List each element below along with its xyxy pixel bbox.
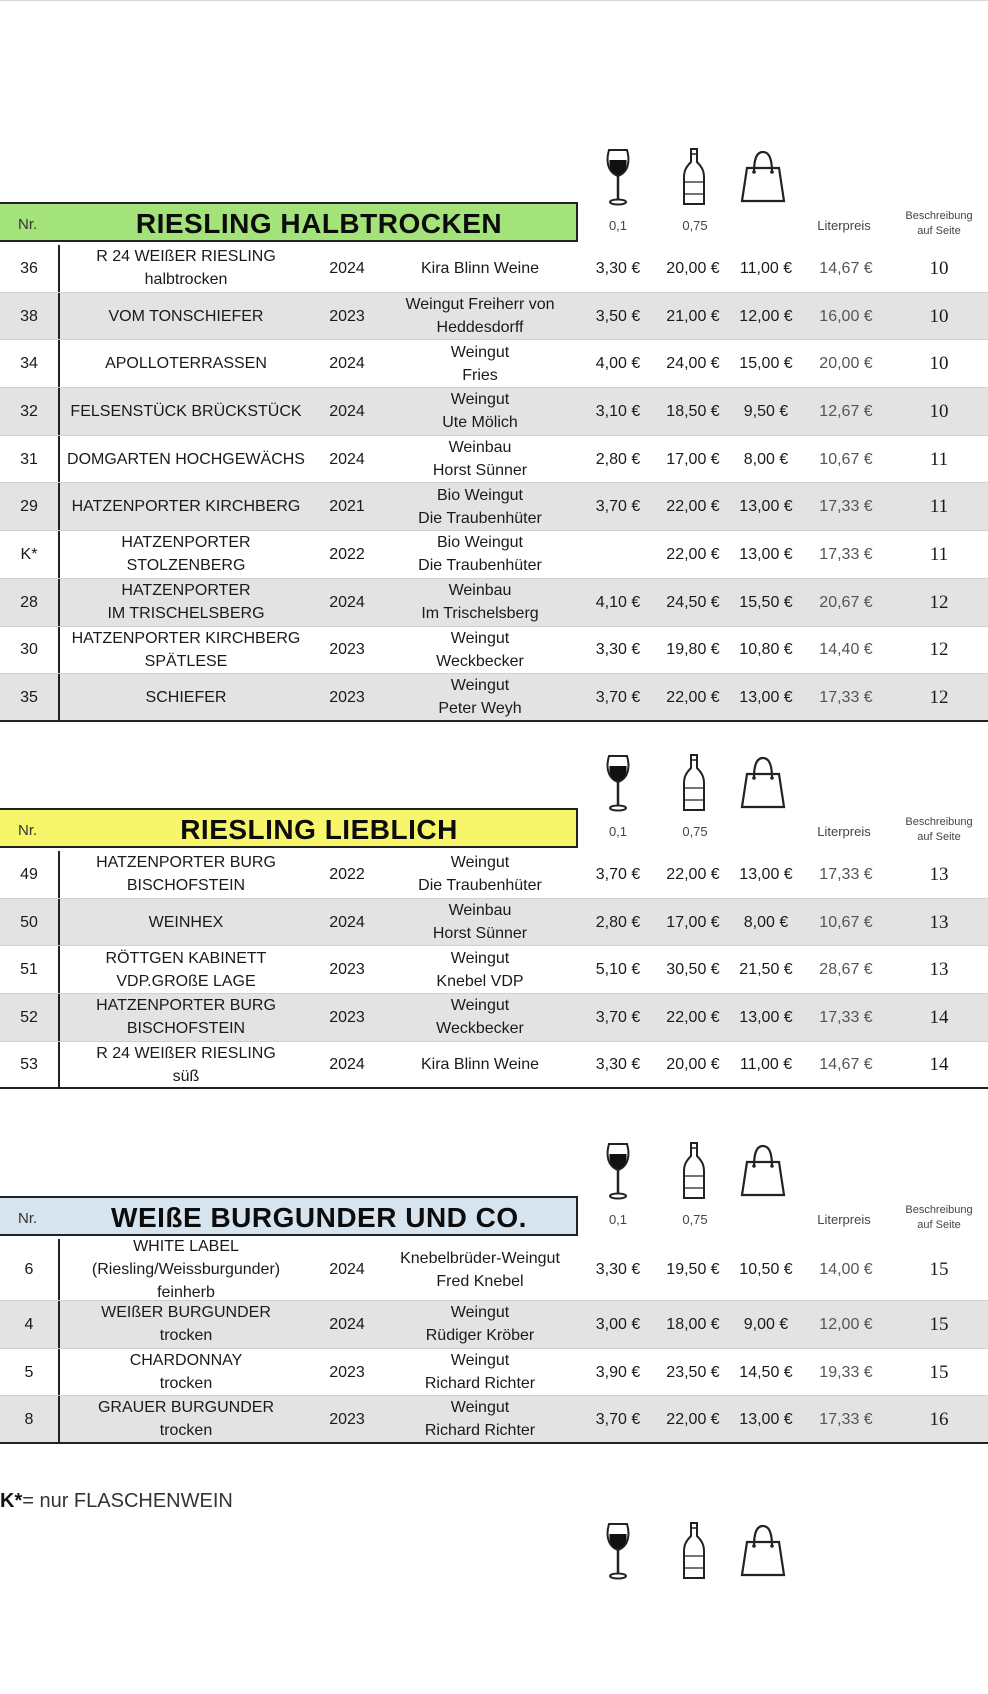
table-row bbox=[0, 245, 988, 293]
column-header-glass: 0,1 bbox=[608, 824, 628, 839]
price-per-liter: 14,67 € bbox=[819, 259, 873, 277]
row-number: 36 bbox=[0, 245, 60, 292]
table-row bbox=[0, 340, 988, 388]
price-glass: 3,30 € bbox=[595, 1261, 641, 1278]
table-row bbox=[0, 851, 988, 899]
header-band bbox=[0, 202, 578, 242]
price-per-liter: 17,33 € bbox=[819, 865, 873, 883]
table-row bbox=[0, 388, 988, 436]
vintage: 2024 bbox=[329, 913, 365, 931]
winery: Weingut Ute Mölich bbox=[442, 391, 518, 432]
winery: Weingut Die Traubenhüter bbox=[418, 854, 542, 895]
vintage: 2021 bbox=[329, 498, 365, 516]
price-per-liter: 12,00 € bbox=[819, 1315, 873, 1333]
winery: Weingut Richard Richter bbox=[424, 1399, 536, 1440]
table-row bbox=[0, 627, 988, 675]
winery: Weingut Weckbecker bbox=[436, 629, 524, 670]
section-title: RIESLING LIEBLICH bbox=[180, 814, 458, 845]
footnote bbox=[0, 1490, 233, 1513]
wine-name: GRAUER BURGUNDER trocken bbox=[97, 1399, 274, 1440]
description-page: 10 bbox=[929, 353, 949, 375]
row-number: 49 bbox=[0, 851, 60, 898]
price-takeaway: 21,50 € bbox=[739, 961, 793, 979]
price-takeaway: 14,50 € bbox=[739, 1363, 793, 1381]
price-bottle: 18,50 € bbox=[666, 402, 720, 420]
icon-row bbox=[0, 752, 988, 816]
table-row bbox=[0, 483, 988, 531]
vintage: 2023 bbox=[329, 641, 365, 659]
vintage: 2023 bbox=[329, 307, 365, 325]
winery: Kira Blinn Weine bbox=[421, 1056, 539, 1074]
description-page: 15 bbox=[929, 1259, 949, 1280]
description-page: 10 bbox=[929, 400, 949, 422]
price-glass: 2,80 € bbox=[595, 913, 641, 931]
wine-name: RÖTTGEN KABINETT VDP.GROßE LAGE bbox=[105, 949, 267, 990]
price-takeaway: 8,00 € bbox=[743, 450, 789, 468]
price-glass: 4,10 € bbox=[595, 593, 641, 611]
table-row bbox=[0, 1349, 988, 1397]
wine-name: DOMGARTEN HOCHGEWÄCHS bbox=[67, 450, 305, 468]
vintage: 2023 bbox=[329, 1363, 365, 1381]
table-row bbox=[0, 579, 988, 627]
description-page: 16 bbox=[929, 1408, 949, 1430]
price-bottle: 19,80 € bbox=[666, 641, 720, 659]
price-bottle: 22,00 € bbox=[666, 1008, 720, 1026]
row-number: 53 bbox=[0, 1042, 60, 1088]
price-takeaway: 15,50 € bbox=[739, 593, 793, 611]
description-page: 14 bbox=[929, 1054, 949, 1076]
winery: Weingut Freiherr von Heddesdorff bbox=[405, 296, 555, 337]
price-takeaway: 13,00 € bbox=[739, 1410, 793, 1428]
header-band bbox=[0, 808, 578, 848]
description-line-1: Beschreibung bbox=[905, 1204, 973, 1216]
table-row bbox=[0, 946, 988, 994]
wine-name: WHITE LABEL (Riesling/Weissburgunder) feinherb bbox=[91, 1238, 281, 1301]
price-bottle: 19,50 € bbox=[666, 1261, 720, 1278]
wine-bottle-icon bbox=[676, 1140, 712, 1202]
price-bottle: 20,00 € bbox=[666, 259, 720, 277]
price-glass: 3,30 € bbox=[595, 641, 641, 659]
footnote-text: = nur FLASCHENWEIN bbox=[22, 1490, 233, 1512]
winery: Weinbau Horst Sünner bbox=[432, 439, 528, 480]
vintage: 2023 bbox=[329, 1008, 365, 1026]
winery: Bio Weingut Die Traubenhüter bbox=[418, 486, 542, 527]
price-per-liter: 17,33 € bbox=[819, 498, 873, 516]
table-row bbox=[0, 1301, 988, 1349]
column-header-bottle: 0,75 bbox=[682, 218, 708, 233]
price-bottle: 23,50 € bbox=[666, 1363, 720, 1381]
column-header-nr: Nr. bbox=[18, 1210, 38, 1227]
footnote-marker: K* bbox=[0, 1490, 23, 1512]
wine-bottle-icon bbox=[676, 1520, 712, 1582]
price-glass: 3,70 € bbox=[595, 1410, 641, 1428]
price-takeaway: 11,00 € bbox=[739, 259, 793, 277]
wine-name: SCHIEFER bbox=[145, 688, 227, 706]
row-number: 28 bbox=[0, 579, 60, 626]
price-takeaway: 13,00 € bbox=[739, 865, 793, 883]
description-line-1: Beschreibung bbox=[905, 210, 973, 222]
winery: Weingut Peter Weyh bbox=[438, 677, 522, 718]
column-header-nr: Nr. bbox=[18, 216, 38, 233]
price-per-liter: 12,67 € bbox=[819, 402, 873, 420]
column-header-nr: Nr. bbox=[18, 822, 38, 839]
shopping-bag-icon bbox=[734, 1140, 792, 1202]
wine-name: R 24 WEIßER RIESLING halbtrocken bbox=[96, 248, 276, 289]
table-row bbox=[0, 994, 988, 1042]
price-per-liter: 10,67 € bbox=[819, 913, 873, 931]
price-glass: 3,10 € bbox=[595, 402, 641, 420]
wine-glass-icon bbox=[592, 146, 644, 208]
price-bottle: 24,50 € bbox=[666, 593, 720, 611]
wine-name: CHARDONNAY trocken bbox=[129, 1352, 243, 1393]
row-number: 29 bbox=[0, 483, 60, 530]
wine-name: APOLLOTERRASSEN bbox=[105, 355, 267, 373]
wine-name: WEIßER BURGUNDER trocken bbox=[101, 1304, 271, 1345]
price-per-liter: 20,00 € bbox=[819, 355, 873, 373]
price-per-liter: 16,00 € bbox=[819, 307, 873, 325]
table-row bbox=[0, 674, 988, 722]
price-bottle: 24,00 € bbox=[666, 355, 720, 373]
table-row bbox=[0, 1042, 988, 1090]
vintage: 2024 bbox=[329, 1261, 365, 1278]
section-title: WEIßE BURGUNDER UND CO. bbox=[111, 1202, 527, 1233]
row-number: 6 bbox=[0, 1239, 60, 1300]
price-bottle: 22,00 € bbox=[666, 1410, 720, 1428]
section-title: RIESLING HALBTROCKEN bbox=[135, 208, 503, 239]
price-per-liter: 17,33 € bbox=[819, 1008, 873, 1026]
wine-bottle-icon bbox=[676, 146, 712, 208]
vintage: 2024 bbox=[329, 593, 365, 611]
price-glass: 3,00 € bbox=[595, 1315, 641, 1333]
winery: Weingut Richard Richter bbox=[424, 1352, 536, 1393]
wine-name: WEINHEX bbox=[148, 913, 224, 931]
vintage: 2022 bbox=[329, 865, 365, 883]
vintage: 2024 bbox=[329, 402, 365, 420]
icon-row bbox=[0, 146, 988, 210]
price-glass: 3,50 € bbox=[595, 307, 641, 325]
icon-row bbox=[0, 1140, 988, 1204]
price-takeaway: 9,00 € bbox=[743, 1315, 789, 1333]
winery: Weinbau Im Trischelsberg bbox=[421, 582, 539, 623]
winery: Weingut Fries bbox=[450, 343, 510, 384]
price-glass: 5,10 € bbox=[595, 961, 641, 979]
price-glass: 3,70 € bbox=[595, 498, 641, 516]
price-per-liter: 14,00 € bbox=[819, 1261, 873, 1278]
price-glass: 4,00 € bbox=[595, 355, 641, 373]
price-per-liter: 17,33 € bbox=[819, 545, 873, 563]
description-page: 12 bbox=[929, 686, 949, 708]
shopping-bag-icon bbox=[734, 146, 792, 208]
wine-table bbox=[0, 245, 988, 722]
column-header-literpreis: Literpreis bbox=[817, 218, 871, 233]
row-number: 52 bbox=[0, 994, 60, 1041]
wine-name: HATZENPORTER BURG BISCHOFSTEIN bbox=[96, 854, 276, 895]
description-page: 13 bbox=[929, 863, 949, 885]
row-number: 30 bbox=[0, 627, 60, 674]
winery: Weingut Knebel VDP bbox=[436, 949, 524, 990]
row-number: 4 bbox=[0, 1301, 60, 1348]
description-page: 13 bbox=[929, 911, 949, 933]
price-takeaway: 13,00 € bbox=[739, 688, 793, 706]
vintage: 2024 bbox=[329, 450, 365, 468]
price-per-liter: 17,33 € bbox=[819, 688, 873, 706]
price-per-liter: 10,67 € bbox=[819, 450, 873, 468]
winery: Weingut Weckbecker bbox=[436, 997, 524, 1038]
column-header-description bbox=[900, 815, 978, 845]
winery: Weingut Rüdiger Kröber bbox=[425, 1304, 535, 1345]
wine-name: R 24 WEIßER RIESLING süß bbox=[96, 1044, 276, 1085]
price-bottle: 21,00 € bbox=[666, 307, 720, 325]
winery: Kira Blinn Weine bbox=[421, 259, 539, 277]
wine-name: HATZENPORTER KIRCHBERG SPÄTLESE bbox=[71, 629, 301, 670]
price-glass: 3,30 € bbox=[595, 259, 641, 277]
vintage: 2024 bbox=[329, 1056, 365, 1074]
price-bottle: 22,00 € bbox=[666, 498, 720, 516]
vintage: 2022 bbox=[329, 545, 365, 563]
price-bottle: 17,00 € bbox=[666, 450, 720, 468]
price-bottle: 17,00 € bbox=[666, 913, 720, 931]
column-header-glass: 0,1 bbox=[608, 1212, 628, 1227]
price-takeaway: 11,00 € bbox=[739, 1056, 793, 1074]
price-bottle: 22,00 € bbox=[666, 545, 720, 563]
description-page: 11 bbox=[929, 448, 949, 470]
column-header-bottle: 0,75 bbox=[682, 1212, 708, 1227]
column-header-literpreis: Literpreis bbox=[817, 1212, 871, 1227]
row-number: 50 bbox=[0, 899, 60, 946]
wine-table bbox=[0, 851, 988, 1089]
description-line-2: auf Seite bbox=[917, 831, 961, 843]
table-row bbox=[0, 293, 988, 341]
price-bottle: 30,50 € bbox=[666, 961, 720, 979]
row-number: 38 bbox=[0, 293, 60, 340]
table-row bbox=[0, 1396, 988, 1444]
price-glass: 3,70 € bbox=[595, 865, 641, 883]
description-page: 10 bbox=[929, 305, 949, 327]
wine-name: HATZENPORTER IM TRISCHELSBERG bbox=[107, 582, 265, 623]
price-per-liter: 19,33 € bbox=[819, 1363, 873, 1381]
winery: Knebelbrüder-Weingut Fred Knebel bbox=[400, 1249, 560, 1290]
table-row bbox=[0, 1239, 988, 1301]
vintage: 2024 bbox=[329, 1315, 365, 1333]
price-bottle: 22,00 € bbox=[666, 688, 720, 706]
section-header bbox=[0, 808, 988, 850]
price-bottle: 22,00 € bbox=[666, 865, 720, 883]
price-per-liter: 14,40 € bbox=[819, 641, 873, 659]
section-header bbox=[0, 202, 988, 244]
column-header-glass: 0,1 bbox=[608, 218, 628, 233]
vintage: 2024 bbox=[329, 355, 365, 373]
description-page: 11 bbox=[929, 543, 949, 565]
row-number: 32 bbox=[0, 388, 60, 435]
price-glass: 3,70 € bbox=[595, 688, 641, 706]
vintage: 2023 bbox=[329, 1410, 365, 1428]
description-page: 11 bbox=[929, 496, 949, 518]
price-glass: 2,80 € bbox=[595, 450, 641, 468]
description-page: 12 bbox=[929, 639, 949, 661]
row-number: K* bbox=[0, 531, 60, 578]
vintage: 2023 bbox=[329, 688, 365, 706]
wine-glass-icon bbox=[592, 1520, 644, 1582]
shopping-bag-icon bbox=[734, 752, 792, 814]
winery: Bio Weingut Die Traubenhüter bbox=[418, 534, 542, 575]
row-number: 5 bbox=[0, 1349, 60, 1396]
description-page: 15 bbox=[929, 1313, 949, 1335]
price-takeaway: 13,00 € bbox=[739, 498, 793, 516]
row-number: 35 bbox=[0, 674, 60, 720]
vintage: 2023 bbox=[329, 961, 365, 979]
wine-glass-icon bbox=[592, 1140, 644, 1202]
section-header bbox=[0, 1196, 988, 1238]
column-header-description bbox=[900, 1203, 978, 1233]
price-takeaway: 8,00 € bbox=[743, 913, 789, 931]
wine-table bbox=[0, 1239, 988, 1444]
table-row bbox=[0, 436, 988, 484]
price-per-liter: 17,33 € bbox=[819, 1410, 873, 1428]
description-page: 15 bbox=[929, 1361, 949, 1383]
column-header-bottle: 0,75 bbox=[682, 824, 708, 839]
price-glass: 3,30 € bbox=[595, 1056, 641, 1074]
row-number: 31 bbox=[0, 436, 60, 483]
price-per-liter: 28,67 € bbox=[819, 961, 873, 979]
price-takeaway: 12,00 € bbox=[739, 307, 793, 325]
description-line-2: auf Seite bbox=[917, 225, 961, 237]
price-per-liter: 20,67 € bbox=[819, 593, 873, 611]
price-takeaway: 9,50 € bbox=[743, 402, 789, 420]
price-glass: 3,70 € bbox=[595, 1008, 641, 1026]
price-takeaway: 10,80 € bbox=[739, 641, 793, 659]
column-header-description bbox=[900, 209, 978, 239]
wine-name: HATZENPORTER KIRCHBERG bbox=[71, 498, 301, 516]
price-takeaway: 13,00 € bbox=[739, 545, 793, 563]
table-row bbox=[0, 899, 988, 947]
wine-name: FELSENSTÜCK BRÜCKSTÜCK bbox=[70, 402, 302, 420]
description-page: 13 bbox=[929, 959, 949, 981]
row-number: 51 bbox=[0, 946, 60, 993]
row-number: 8 bbox=[0, 1396, 60, 1442]
description-page: 12 bbox=[929, 591, 949, 613]
wine-name: VOM TONSCHIEFER bbox=[108, 307, 264, 325]
description-page: 10 bbox=[929, 257, 949, 279]
wine-bottle-icon bbox=[676, 752, 712, 814]
wine-name: HATZENPORTER BURG BISCHOFSTEIN bbox=[96, 997, 276, 1038]
top-divider bbox=[0, 0, 988, 1]
vintage: 2024 bbox=[329, 259, 365, 277]
price-bottle: 20,00 € bbox=[666, 1056, 720, 1074]
price-takeaway: 10,50 € bbox=[739, 1261, 793, 1278]
price-takeaway: 15,00 € bbox=[739, 355, 793, 373]
price-glass bbox=[582, 531, 654, 578]
wine-name: HATZENPORTER STOLZENBERG bbox=[121, 534, 251, 575]
price-bottle: 18,00 € bbox=[666, 1315, 720, 1333]
description-line-2: auf Seite bbox=[917, 1219, 961, 1231]
price-glass: 3,90 € bbox=[595, 1363, 641, 1381]
table-row bbox=[0, 531, 988, 579]
header-band bbox=[0, 1196, 578, 1236]
description-line-1: Beschreibung bbox=[905, 816, 973, 828]
description-page: 14 bbox=[929, 1006, 949, 1028]
price-takeaway: 13,00 € bbox=[739, 1008, 793, 1026]
winery: Weinbau Horst Sünner bbox=[432, 902, 528, 943]
column-header-literpreis: Literpreis bbox=[817, 824, 871, 839]
wine-glass-icon bbox=[592, 752, 644, 814]
shopping-bag-icon bbox=[734, 1520, 792, 1582]
row-number: 34 bbox=[0, 340, 60, 387]
price-per-liter: 14,67 € bbox=[819, 1056, 873, 1074]
